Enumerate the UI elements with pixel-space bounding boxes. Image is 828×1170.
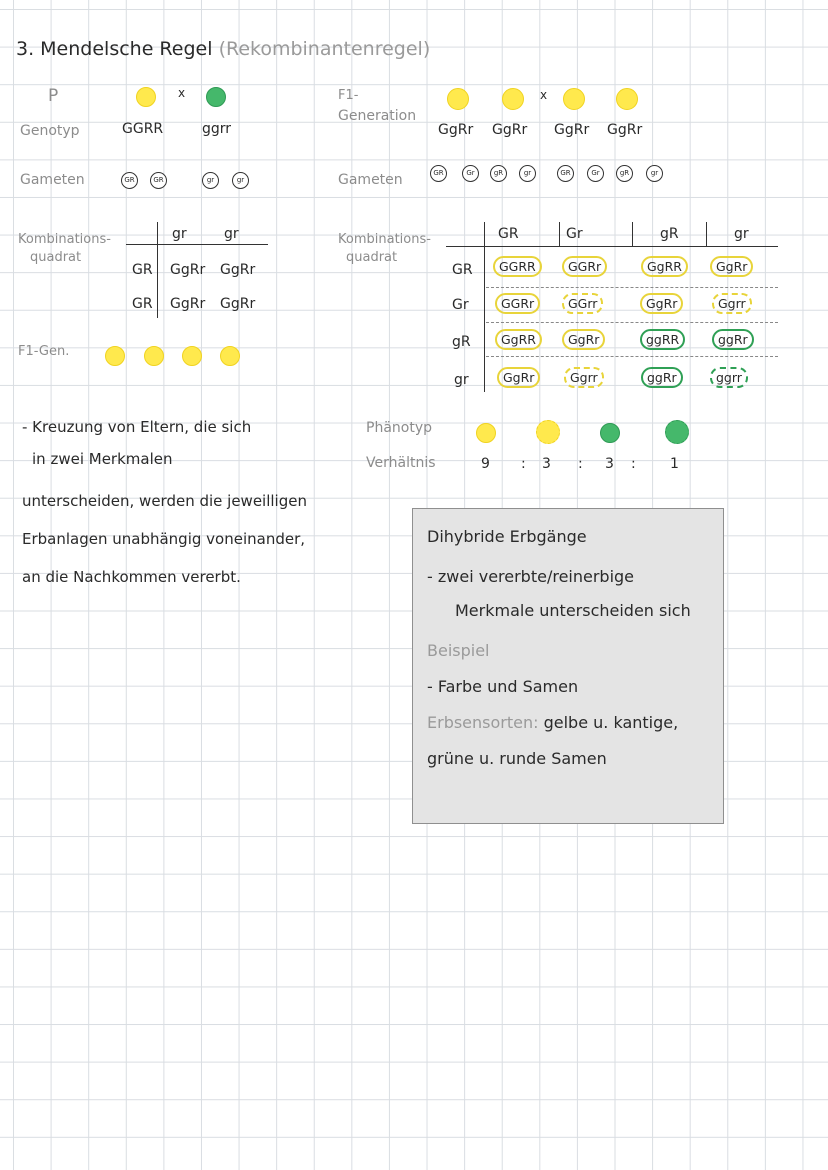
yellow-pea-f1 [447, 88, 469, 110]
cross-symbol: x [540, 88, 548, 102]
square-cell: GGRr [562, 256, 607, 277]
kombi-label-right-line1: Kombinations- [338, 232, 431, 247]
box-sorten-text-1: gelbe u. kantige, [543, 713, 679, 732]
gamete-circle: gR [616, 165, 633, 182]
kombi-label-line2: quadrat [30, 250, 82, 265]
ratio-separator: : [521, 456, 526, 472]
square-cell: GgRr [220, 296, 256, 312]
title-main: 3. Mendelsche Regel [16, 38, 213, 60]
cross-symbol: x [178, 86, 186, 100]
description-line: unterscheiden, werden die jeweilligen [22, 492, 307, 510]
genotype-parent-1: GGRR [122, 121, 164, 137]
square-row-head: GR [132, 296, 153, 312]
genotype-f1: GgRr [492, 122, 528, 138]
square-col-head: gr [172, 226, 187, 242]
verhaeltnis-label: Verhältnis [366, 455, 436, 471]
ratio-separator: : [578, 456, 583, 472]
gamete-circle: GR [430, 165, 447, 182]
box-point-2: - Farbe und Samen [427, 677, 579, 696]
square-row-separator [486, 356, 778, 357]
ratio-separator: : [631, 456, 636, 472]
gameten-label-right: Gameten [338, 172, 403, 188]
square-col-head: gr [224, 226, 239, 242]
box-point-1a: - zwei vererbte/reinerbige [427, 567, 635, 586]
p-label: P [48, 86, 59, 106]
square-cell: Ggrr [564, 367, 604, 388]
square-divider-horizontal [126, 244, 268, 245]
square-cell: GgRr [220, 262, 256, 278]
box-sorten-line-1 [427, 713, 678, 732]
yellow-pea-offspring [144, 346, 164, 366]
gamete-circle: GR [150, 172, 167, 189]
square-col-head: GR [498, 226, 519, 242]
yellow-wrinkled-pea [536, 420, 560, 444]
box-sorten-text-2: grüne u. runde Samen [427, 749, 607, 768]
gameten-label: Gameten [20, 172, 85, 188]
square-divider-vertical [559, 222, 560, 246]
yellow-pea-f1 [502, 88, 524, 110]
kombi-label-right-line2: quadrat [346, 250, 398, 265]
gamete-circle: gr [202, 172, 219, 189]
box-heading: Dihybride Erbgänge [427, 527, 587, 546]
square-row-separator [486, 287, 778, 288]
phaenotyp-label: Phänotyp [366, 420, 432, 436]
square-cell: GgRr [170, 296, 206, 312]
gamete-circle: Gr [462, 165, 479, 182]
square-cell: GgRR [495, 329, 542, 350]
description-line: Erbanlagen unabhängig voneinander, [22, 530, 306, 548]
gamete-circle: Gr [587, 165, 604, 182]
square-row-head: gr [454, 372, 469, 388]
gamete-circle: gr [232, 172, 249, 189]
box-point-1b: Merkmale unterscheiden sich [455, 601, 691, 620]
square-cell: GgRr [640, 293, 683, 314]
square-divider-vertical [157, 222, 158, 318]
square-cell: ggRR [640, 329, 685, 350]
ratio-value: 3 [605, 456, 614, 472]
square-cell: ggRr [712, 329, 754, 350]
gamete-circle: gr [519, 165, 536, 182]
square-row-head: GR [452, 262, 473, 278]
gamete-circle: gR [490, 165, 507, 182]
ratio-value: 3 [542, 456, 551, 472]
genotype-parent-2: ggrr [202, 121, 232, 137]
yellow-pea-f1 [563, 88, 585, 110]
green-wrinkled-pea [665, 420, 689, 444]
square-cell: GgRr [170, 262, 206, 278]
yellow-pea-parent [136, 87, 156, 107]
square-cell: GgRr [562, 329, 605, 350]
f1-gen-label: F1-Gen. [18, 344, 70, 359]
square-cell: GgRr [710, 256, 753, 277]
gamete-circle: GR [557, 165, 574, 182]
square-divider-vertical [632, 222, 633, 246]
green-pea-parent [206, 87, 226, 107]
genotyp-label: Genotyp [20, 123, 80, 139]
yellow-pea-f1 [616, 88, 638, 110]
square-col-head: Gr [566, 226, 583, 242]
square-row-separator [486, 322, 778, 323]
square-cell: GGRR [493, 256, 542, 277]
square-row-head: Gr [452, 297, 469, 313]
yellow-pea-offspring [182, 346, 202, 366]
info-box [412, 508, 724, 824]
square-divider-vertical [484, 222, 485, 392]
square-divider-horizontal [446, 246, 778, 247]
genotype-f1: GgRr [607, 122, 643, 138]
box-sorten-label: Erbsensorten: [427, 713, 539, 732]
square-row-head: GR [132, 262, 153, 278]
square-cell: GgRr [497, 367, 540, 388]
genotype-f1: GgRr [554, 122, 590, 138]
page-title [16, 38, 430, 60]
yellow-pea-offspring [105, 346, 125, 366]
square-cell: GGRr [495, 293, 540, 314]
square-cell: ggRr [641, 367, 683, 388]
gamete-circle: gr [646, 165, 663, 182]
yellow-pea-offspring [220, 346, 240, 366]
gamete-circle: GR [121, 172, 138, 189]
square-cell: ggrr [710, 367, 748, 388]
square-cell: Ggrr [712, 293, 752, 314]
description-line: - Kreuzung von Eltern, die sich [22, 418, 252, 436]
description-line: an die Nachkommen vererbt. [22, 568, 241, 586]
square-cell: GgRR [641, 256, 688, 277]
title-sub: (Rekombinantenregel) [218, 38, 431, 60]
square-row-head: gR [452, 334, 471, 350]
green-round-pea [600, 423, 620, 443]
square-col-head: gr [734, 226, 749, 242]
square-divider-vertical [706, 222, 707, 246]
yellow-round-pea [476, 423, 496, 443]
square-col-head: gR [660, 226, 679, 242]
square-cell: GGrr [562, 293, 603, 314]
box-beispiel: Beispiel [427, 641, 490, 660]
ratio-value: 9 [481, 456, 490, 472]
genotype-f1: GgRr [438, 122, 474, 138]
ratio-value: 1 [670, 456, 679, 472]
kombi-label-line1: Kombinations- [18, 232, 111, 247]
f1-generation-label-line2: Generation [338, 108, 417, 124]
f1-generation-label-line1: F1- [338, 88, 359, 103]
description-line: in zwei Merkmalen [32, 450, 173, 468]
